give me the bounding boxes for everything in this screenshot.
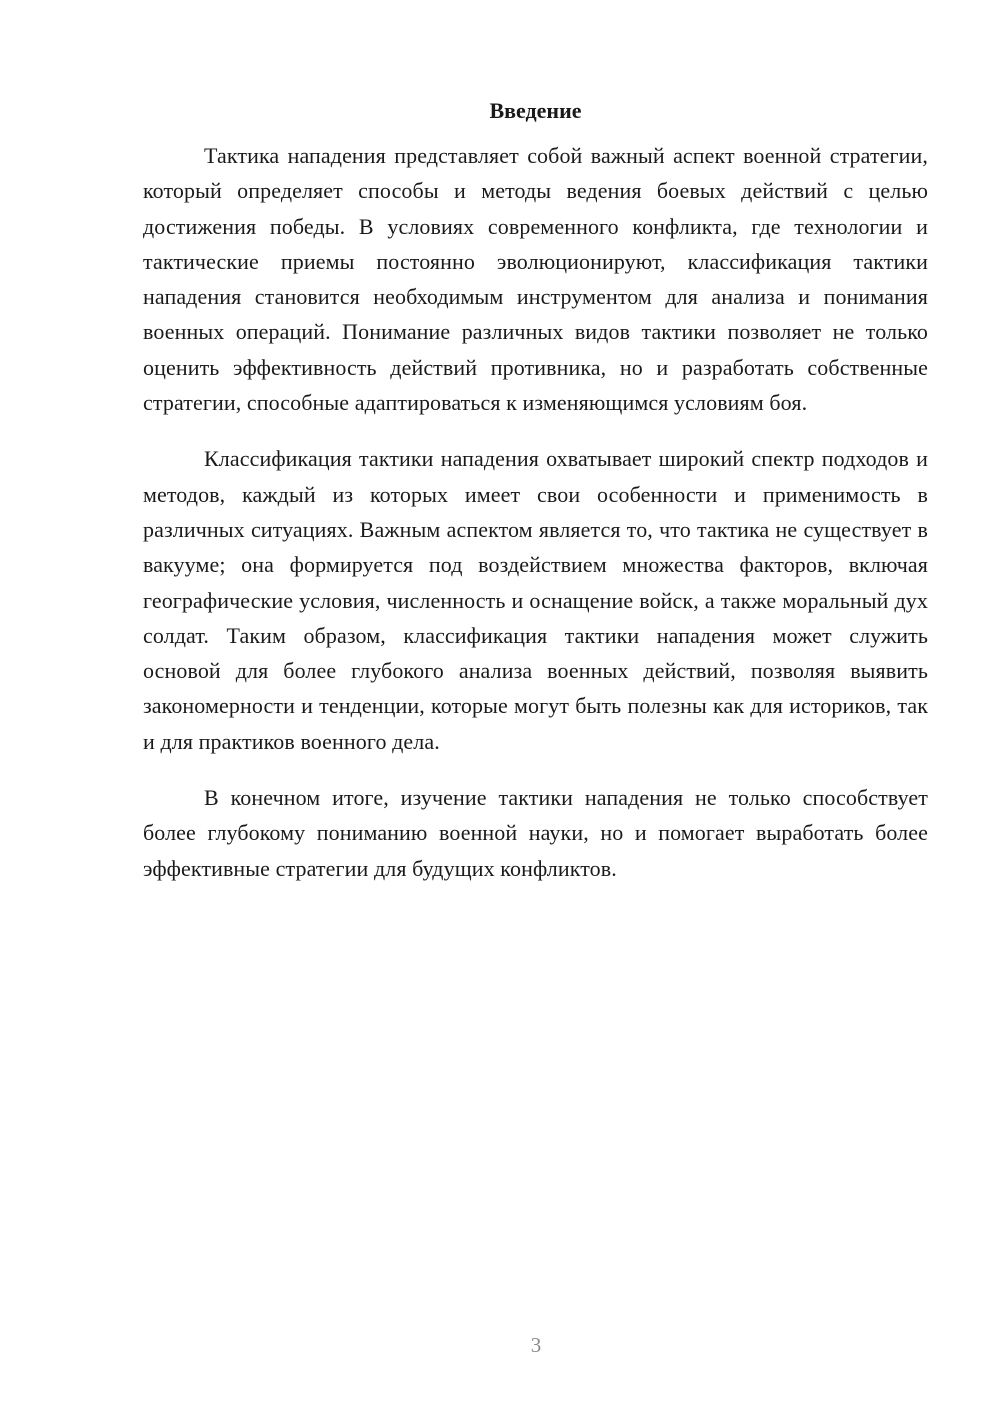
paragraph-2: Классификация тактики нападения охватывает широкий спектр подходов и методов, каждый из которых имеет свои особенности и применимость в различных ситуациях. Важным аспектом является то, что тактика не существует в вакууме; она формируется под воздействием множества факторов, включая географические условия, численность и оснащение войск, а также моральный дух солдат. Таким образом, классификация тактики нападения может служить основой для более глубокого анализа военных действий, позволяя выявить закономерности и тенденции, которые могут быть полезны как для историков, так и для практиков военного дела.	[143, 446, 928, 754]
page-content	[143, 96, 928, 907]
page-title: Введение	[489, 98, 582, 123]
paragraph-1: Тактика нападения представляет собой важный аспект военной стратегии, который определяет способы и методы ведения боевых действий с целью достижения победы. В условиях современного конфликта, где технологии и тактические приемы постоянно эволюционируют, классификация тактики нападения становится необходимым инструментом для анализа и понимания военных операций. Понимание различных видов тактики позволяет не только оценить эффективность действий противника, но и разработать собственные стратегии, способные адаптироваться к изменяющимся условиям боя.	[143, 143, 928, 416]
paragraph-3: В конечном итоге, изучение тактики нападения не только способствует более глубокому пониманию военной науки, но и помогает выработать более эффективные стратегии для будущих конфликтов.	[143, 785, 928, 881]
page-number: 3	[530, 1333, 542, 1357]
